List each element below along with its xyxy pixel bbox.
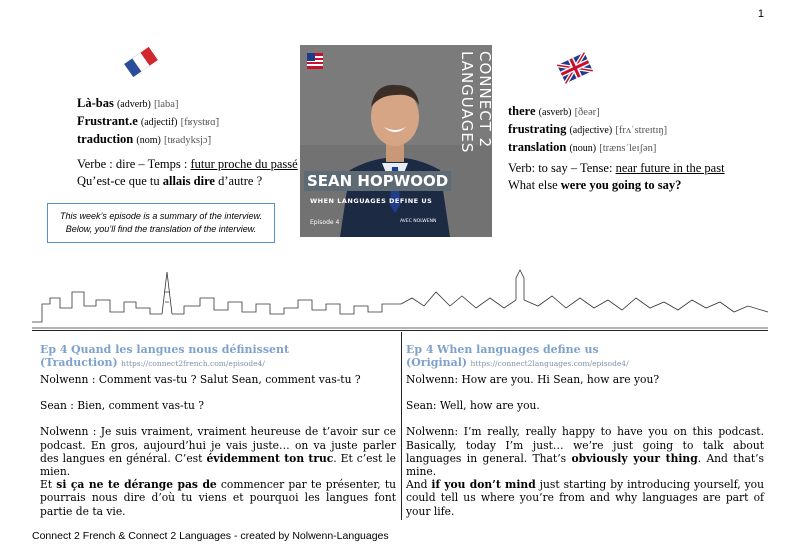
left-episode-kind: (Traduction) — [40, 356, 118, 370]
episode-note-box: This week’s episode is a summary of the interview. Below, you’ll find the translation of the interview. — [47, 203, 275, 243]
transcript-paragraph: And if you don’t mind just starting by introducing yourself, you could tell us where you’re from and why languages are part of your life. — [406, 478, 764, 518]
skyline-illustration — [32, 262, 768, 330]
vocab-item: there (asverb) [ðeər] — [508, 104, 600, 118]
french-vocab — [77, 95, 219, 149]
vocab-item: Là-bas (adverb) [laba] — [77, 96, 179, 110]
cover-guest-name: SEAN HOPWOOD — [304, 171, 451, 191]
left-episode-title: Quand les langues nous définissent — [70, 343, 290, 356]
right-transcript — [406, 373, 764, 518]
column-divider — [401, 332, 402, 520]
us-flag-icon — [307, 53, 323, 69]
uk-flag-pin-icon — [552, 50, 598, 86]
transcript-line: Nolwenn: How are you. Hi Sean, how are you? — [406, 373, 660, 386]
right-episode-url: https://connect2languages.com/episode4/ — [470, 359, 629, 369]
right-column-header — [406, 343, 764, 370]
transcript-line: Sean: Well, how are you. — [406, 399, 540, 413]
english-verb-info: Verb: to say – Tense: near future in the past What else were you going to say? — [508, 161, 725, 192]
right-ep-number: Ep 4 — [406, 343, 434, 356]
cover-subtitle: WHEN LANGUAGES DEFINE US — [310, 197, 433, 205]
vocab-item: traduction (nom) [tʁadyksjɔ̃] — [77, 132, 212, 146]
page-footer: Connect 2 French & Connect 2 Languages - created by Nolwenn-Languages — [32, 530, 389, 542]
podcast-cover-image — [300, 45, 492, 237]
english-vocab — [508, 103, 667, 157]
page-number: 1 — [757, 8, 764, 20]
cover-episode: Episode 4 — [310, 219, 340, 226]
right-episode-kind: (Original) — [406, 356, 468, 370]
left-ep-number: Ep 4 — [40, 343, 68, 356]
table-top-divider — [32, 330, 768, 331]
transcript-paragraph: Nolwenn : Je suis vraiment, vraiment heureuse de t’avoir sur ce podcast. En gros, aujourd’hui je vais juste… on va juste parler des langues en général. C’est évidemment ton truc. Et c’est le mien. — [40, 425, 397, 479]
cover-vertical-title: CONNECT 2 LANGUAGES — [458, 51, 494, 154]
transcript-paragraph: Nolwenn: I’m really, really happy to have you on this podcast. Basically, today I’m just… we’re just going to talk about languages in general. That’s obviously your thing. And that’s mine. — [406, 425, 765, 479]
french-flag-pin-icon — [118, 42, 164, 82]
transcript-paragraph: Et si ça ne te dérange pas de commencer par te présenter, tu pourrais nous dire d’où tu viens et pourquoi les langues font partie de ta vie. — [40, 478, 397, 518]
vocab-item: frustrating (adjective) [frʌˈstreɪtɪŋ] — [508, 122, 668, 136]
transcript-line: Nolwenn : Comment vas-tu ? Salut Sean, comment vas-tu ? — [40, 373, 361, 386]
french-verb-info: Verbe : dire – Temps : futur proche du passé Qu’est-ce que tu allais dire d’autre ? — [77, 157, 298, 188]
transcript-line: Sean : Bien, comment vas-tu ? — [40, 399, 204, 413]
cover-avec: AVEC NOLWENN — [400, 219, 437, 224]
vocab-item: Frustrant.e (adjectif) [fʁystʁɑ̃] — [77, 114, 220, 128]
left-episode-url: https://connect2french.com/episode4/ — [121, 359, 265, 369]
right-episode-title: When languages define us — [436, 343, 599, 356]
left-transcript — [40, 373, 396, 518]
vocab-item: translation (noun) [trænsˈleɪʃən] — [508, 140, 657, 154]
left-column-header — [40, 343, 396, 370]
